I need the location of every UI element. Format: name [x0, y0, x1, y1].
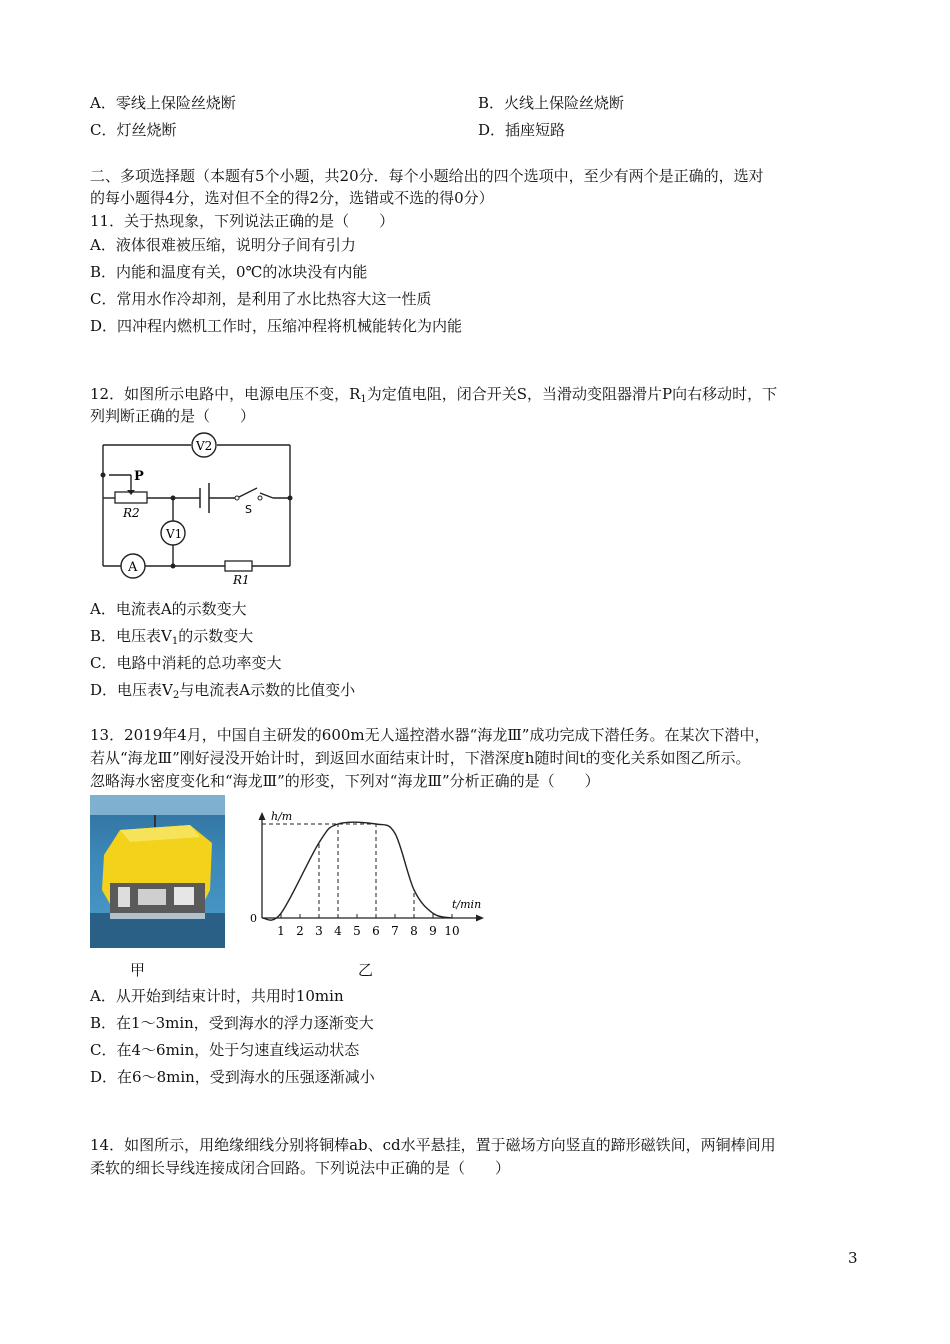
q12-stem-line2: 列判断正确的是（ ）	[90, 407, 256, 425]
submersible-photo	[90, 795, 225, 948]
section2-header-line1: 二、多项选择题（本题有5个小题，共20分．每个小题给出的四个选项中，至少有两个是正确的，选对	[90, 167, 764, 185]
q10-option-c: C．灯丝烧断	[90, 121, 177, 139]
section2-header-line2: 的每小题得4分，选对但不全的得2分，选错或不选的得0分）	[90, 189, 494, 207]
x-tick-label: 5	[353, 924, 361, 938]
v2-label: V2	[196, 439, 213, 453]
r2-label: R2	[123, 506, 140, 520]
q11-option-c: C．常用水作冷却剂，是利用了水比热容大这一性质	[90, 290, 432, 308]
x-axis-label: t/min	[452, 898, 482, 911]
q13-option-c: C．在4～6min，处于匀速直线运动状态	[90, 1041, 360, 1059]
q11-option-b: B．内能和温度有关，0℃的冰块没有内能	[90, 263, 368, 281]
q13-option-d: D．在6～8min，受到海水的压强逐渐减小	[90, 1068, 375, 1086]
y-axis-label: h/m	[271, 810, 293, 823]
x-tick-label: 10	[444, 924, 460, 938]
q12-option-b: B．电压表$V_1$的示数变大	[90, 627, 254, 647]
q12-stem-line1: 12．如图所示电路中，电源电压不变，$R_1$为定值电阻，闭合开关S，当滑动变阻器滑片P向右移动时，下	[90, 385, 778, 405]
ammeter-label: A	[128, 560, 138, 575]
q13-stem-line2: 若从“海龙Ⅲ”刚好浸没开始计时，到返回水面结束计时，下潜深度h随时间t的变化关系如图乙所示。	[90, 749, 751, 767]
r1-label: R1	[233, 573, 250, 587]
x-tick-label: 3	[315, 924, 323, 938]
q14-stem-line1: 14．如图所示，用绝缘细线分别将铜棒ab、cd水平悬挂，置于磁场方向竖直的蹄形磁铁间，两铜棒间用	[90, 1136, 776, 1154]
x-tick-label: 1	[277, 924, 285, 938]
q13-depth-time-chart	[245, 808, 490, 950]
q12-option-d: D．电压表$V_2$与电流表A示数的比值变小	[90, 681, 356, 701]
q13-option-a: A．从开始到结束计时，共用时10min	[90, 987, 344, 1005]
q12-option-a: A．电流表A的示数变大	[90, 600, 247, 618]
q11-option-d: D．四冲程内燃机工作时，压缩冲程将机械能转化为内能	[90, 317, 463, 335]
depth-curve	[262, 822, 452, 920]
x-tick-label: 4	[334, 924, 342, 938]
page-number: 3	[848, 1249, 858, 1267]
switch-s-label: S	[245, 503, 252, 516]
q13-option-b: B．在1～3min，受到海水的浮力逐渐变大	[90, 1014, 374, 1032]
x-tick-label: 6	[372, 924, 380, 938]
x-tick-label: 2	[296, 924, 304, 938]
figure-yi-caption: 乙	[358, 961, 374, 979]
q12-option-c: C．电路中消耗的总功率变大	[90, 654, 282, 672]
v1-label: V1	[166, 527, 183, 541]
slider-p-label: P	[134, 469, 144, 484]
q12-circuit-diagram	[95, 428, 300, 593]
x-tick-label: 7	[391, 924, 399, 938]
origin-label: 0	[250, 912, 257, 925]
q14-stem-line2: 柔软的细长导线连接成闭合回路。下列说法中正确的是（ ）	[90, 1159, 511, 1177]
x-tick-label: 9	[429, 924, 437, 938]
x-tick-label: 8	[410, 924, 418, 938]
q13-stem-line3: 忽略海水密度变化和“海龙Ⅲ”的形变，下列对“海龙Ⅲ”分析正确的是（ ）	[90, 772, 600, 790]
figure-jia-caption: 甲	[130, 961, 146, 979]
q11-option-a: A．液体很难被压缩，说明分子间有引力	[90, 236, 356, 254]
q10-option-a: A．零线上保险丝烧断	[90, 94, 236, 112]
q13-stem-line1: 13．2019年4月，中国自主研发的600m无人遥控潜水器“海龙Ⅲ”成功完成下潜任务。在某次下潜中，	[90, 726, 770, 744]
q11-stem: 11．关于热现象，下列说法正确的是（ ）	[90, 212, 395, 230]
q10-option-b: B．火线上保险丝烧断	[478, 94, 625, 112]
q10-option-d: D．插座短路	[478, 121, 566, 139]
